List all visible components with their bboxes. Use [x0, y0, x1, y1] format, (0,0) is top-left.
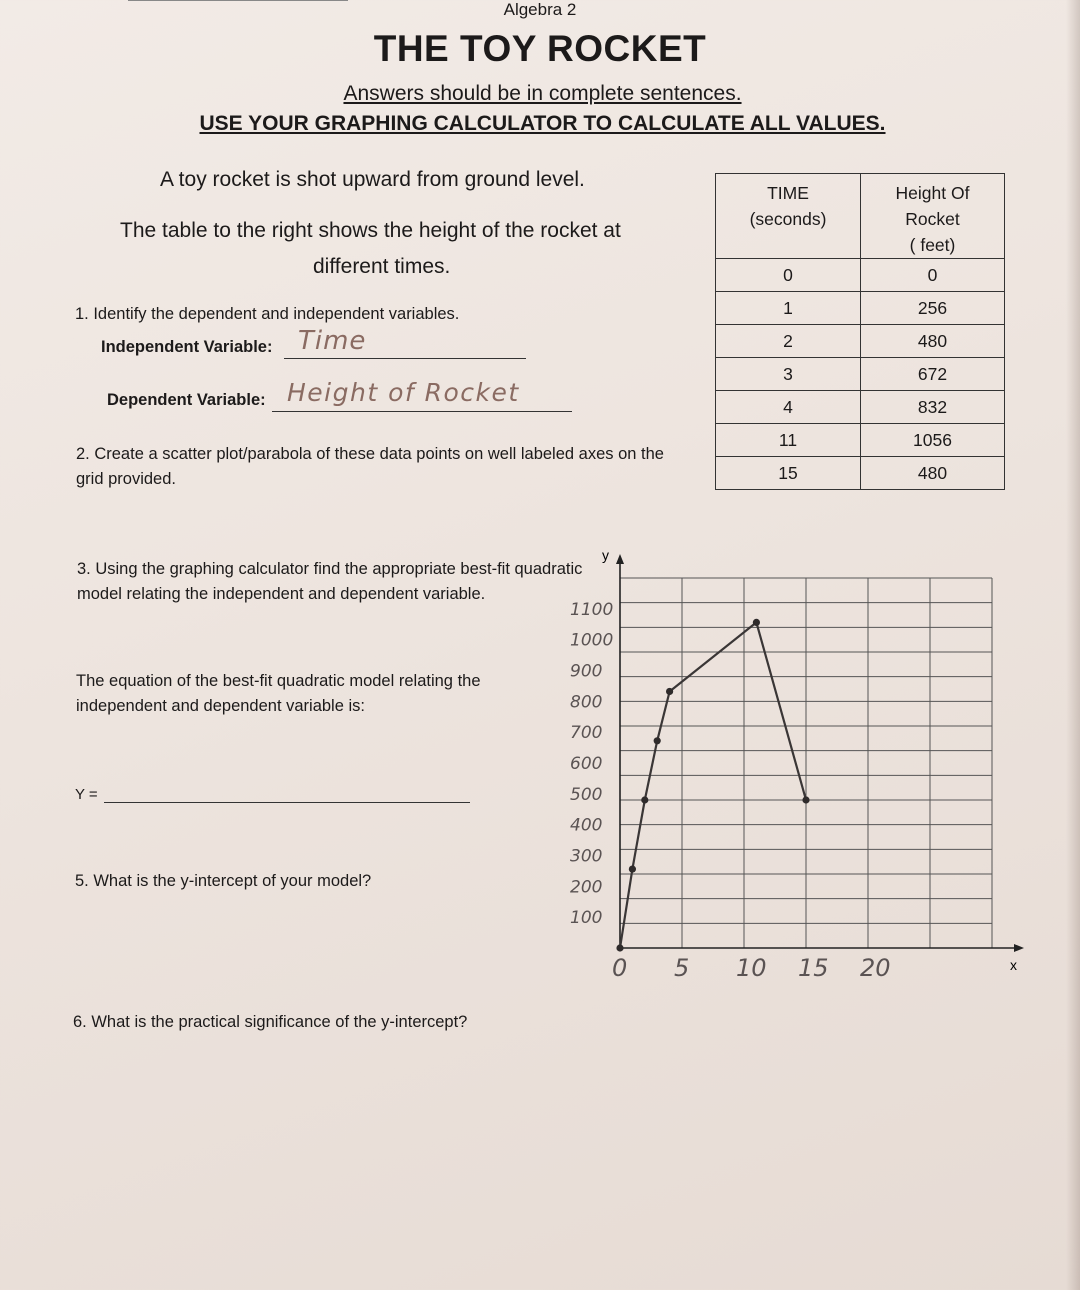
x-tick-label: 10: [736, 954, 767, 982]
data-point: [802, 796, 809, 803]
height-cell: 832: [861, 391, 1005, 424]
instruction-sentences: Answers should be in complete sentences.: [343, 82, 742, 105]
table-row: [716, 259, 1005, 292]
y-tick-label: 200: [570, 877, 603, 898]
question-1: 1. Identify the dependent and independent variables.: [75, 305, 460, 323]
data-point: [753, 619, 760, 626]
time-cell: 2: [716, 325, 861, 358]
x-tick-label: 15: [798, 954, 829, 982]
x-axis-label: x: [1010, 957, 1017, 973]
intro-line-2: The table to the right shows the height of the rocket at: [120, 219, 621, 242]
y-tick-label: 1000: [570, 630, 614, 651]
x-tick-label: 0: [612, 954, 628, 982]
y-axis-arrow-icon: [616, 554, 624, 564]
equation-answer-line[interactable]: [104, 802, 470, 803]
table-header-time: [716, 174, 861, 259]
y-tick-labels: [570, 600, 613, 928]
height-header-line-1: Height Of: [895, 183, 970, 203]
data-point: [641, 796, 648, 803]
equation-prompt: The equation of the best-fit quadratic model relating the independent and dependent variable is:: [76, 672, 481, 715]
table-row: [716, 358, 1005, 391]
intro-line-3: different times.: [313, 255, 451, 278]
paper-edge-shadow: [1066, 0, 1080, 1290]
page-title: THE TOY ROCKET: [373, 28, 707, 69]
data-point: [616, 944, 623, 951]
height-cell: 256: [861, 292, 1005, 325]
height-cell: 0: [861, 259, 1005, 292]
y-tick-label: 800: [570, 692, 603, 713]
y-tick-label: 300: [570, 846, 603, 867]
height-header-line-2: Rocket: [905, 209, 960, 229]
time-header-line-2: (seconds): [749, 209, 827, 229]
dependent-variable-answer[interactable]: Height of Rocket: [287, 378, 520, 407]
time-cell: 11: [716, 424, 861, 457]
table-row: [716, 325, 1005, 358]
time-cell: 15: [716, 457, 861, 490]
table-row: [716, 424, 1005, 457]
y-equals-label: Y =: [75, 786, 98, 803]
x-axis-arrow-icon: [1014, 944, 1024, 952]
y-tick-label: 900: [570, 661, 603, 682]
data-point: [629, 865, 636, 872]
y-tick-label: 100: [570, 908, 603, 929]
height-header-line-3: ( feet): [909, 235, 956, 255]
dependent-variable-label: Dependent Variable:: [107, 391, 266, 409]
time-header-line-1: TIME: [767, 183, 809, 203]
time-cell: 1: [716, 292, 861, 325]
data-point: [666, 688, 673, 695]
question-6: 6. What is the practical significance of the y-intercept?: [73, 1013, 468, 1031]
time-cell: 0: [716, 259, 861, 292]
table-row: [716, 391, 1005, 424]
independent-variable-answer[interactable]: Time: [298, 326, 367, 356]
independent-variable-label: Independent Variable:: [101, 338, 273, 356]
intro-line-1: A toy rocket is shot upward from ground level.: [160, 168, 585, 191]
time-cell: 3: [716, 358, 861, 391]
rocket-height-points: [616, 619, 809, 952]
table-row: [716, 457, 1005, 490]
table-header-height: [861, 174, 1005, 259]
height-cell: 480: [861, 325, 1005, 358]
height-cell: 480: [861, 457, 1005, 490]
y-tick-label: 600: [570, 754, 603, 774]
grid-lines: [620, 578, 992, 948]
time-cell: 4: [716, 391, 861, 424]
question-3: 3. Using the graphing calculator find the appropriate best-fit quadratic model relating the independent and dependent variable.: [77, 560, 583, 603]
y-axis-label: y: [602, 547, 609, 563]
y-tick-label: 700: [570, 723, 603, 744]
instruction-calculator: USE YOUR GRAPHING CALCULATOR TO CALCULATE ALL VALUES.: [199, 112, 886, 135]
question-2: 2. Create a scatter plot/parabola of these data points on well labeled axes on the grid provided.: [76, 445, 664, 488]
dependent-answer-line: [272, 411, 572, 412]
x-tick-labels: [612, 954, 891, 982]
question-5: 5. What is the y-intercept of your model?: [75, 872, 372, 890]
table-row: [716, 292, 1005, 325]
y-tick-label: 500: [570, 784, 603, 805]
x-tick-label: 20: [860, 954, 891, 982]
height-cell: 1056: [861, 424, 1005, 457]
independent-answer-line: [284, 358, 526, 359]
data-table: [715, 173, 1005, 490]
y-tick-label: 1100: [570, 599, 614, 620]
height-cell: 672: [861, 358, 1005, 391]
course-name: Algebra 2: [503, 0, 577, 19]
y-tick-label: 400: [570, 815, 603, 836]
graph-grid[interactable]: [550, 540, 1030, 990]
data-point: [654, 737, 661, 744]
x-tick-label: 5: [674, 954, 690, 982]
